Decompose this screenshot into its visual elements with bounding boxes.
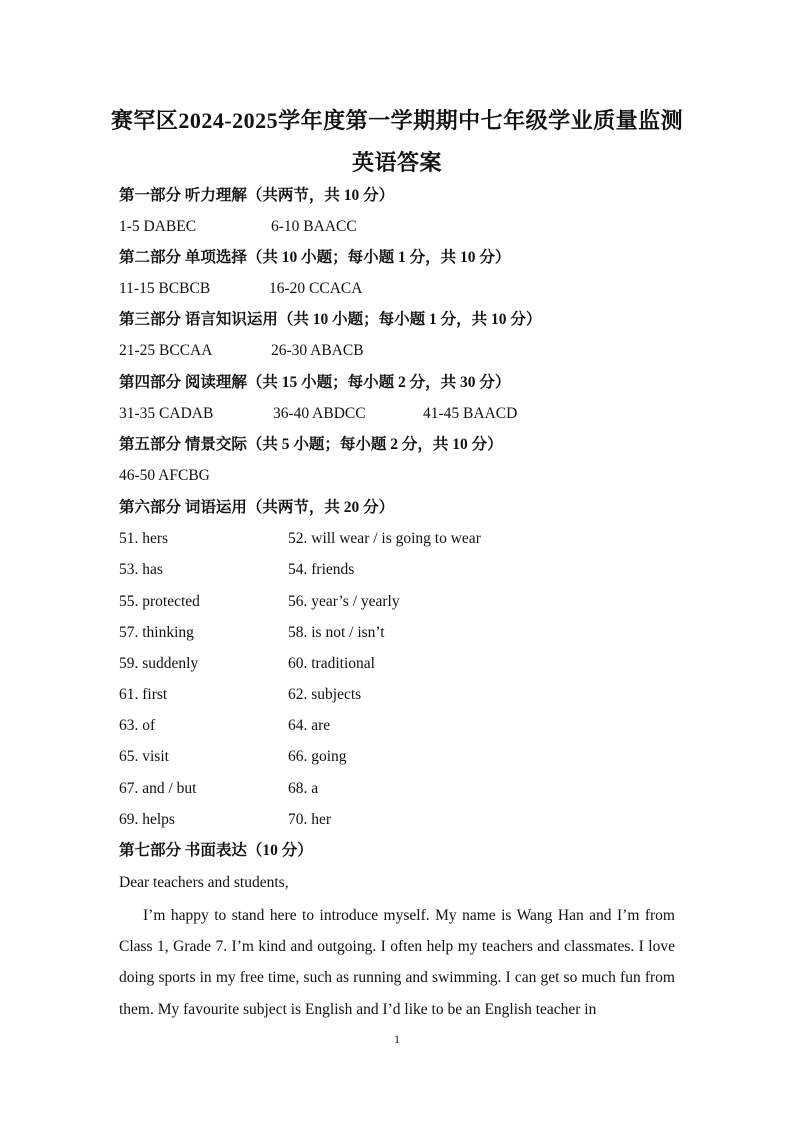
word-row — [119, 654, 375, 674]
section-2-heading: 第二部分 单项选择（共 10 小题；每小题 1 分，共 10 分） — [119, 249, 511, 266]
word-row — [119, 592, 400, 612]
word-answer: 65. visit — [119, 748, 169, 765]
word-answer: 70. her — [288, 811, 332, 828]
section-3-heading: 第三部分 语言知识运用（共 10 小题；每小题 1 分，共 10 分） — [119, 311, 542, 328]
document-subtitle: 英语答案 — [351, 150, 442, 175]
word-answer: 58. is not / isn’t — [288, 624, 385, 641]
answer-group: 46-50 AFCBG — [119, 467, 210, 484]
section-1-answers — [119, 217, 357, 237]
word-answer: 61. first — [119, 686, 168, 703]
word-row — [119, 560, 355, 580]
answer-group: 31-35 CADAB — [119, 405, 214, 422]
word-row — [119, 685, 362, 705]
answer-group: 11-15 BCBCB — [119, 280, 211, 297]
section-3-answers — [119, 341, 364, 361]
word-answer: 59. suddenly — [119, 655, 199, 672]
word-answer: 51. hers — [119, 530, 169, 547]
word-answer: 54. friends — [288, 561, 355, 578]
word-row — [119, 716, 331, 736]
answer-group: 16-20 CCACA — [269, 280, 363, 297]
essay-greeting: Dear teachers and students, — [119, 874, 289, 891]
answer-group: 41-45 BAACD — [423, 405, 518, 422]
answer-group: 6-10 BAACC — [271, 218, 357, 235]
answer-group: 1-5 DABEC — [119, 218, 197, 235]
word-answer: 69. helps — [119, 811, 175, 828]
answer-group: 26-30 ABACB — [271, 342, 364, 359]
section-6-heading: 第六部分 词语运用（共两节，共 20 分） — [119, 499, 395, 516]
word-answer: 55. protected — [119, 593, 200, 610]
word-answer: 60. traditional — [288, 655, 375, 672]
section-4-answers — [119, 404, 518, 424]
word-row — [119, 529, 481, 549]
document-title: 赛罕区2024-2025学年度第一学期期中七年级学业质量监测 — [110, 108, 684, 133]
word-row — [119, 623, 385, 643]
word-row — [119, 810, 332, 830]
word-answer: 57. thinking — [119, 624, 194, 641]
section-4-heading: 第四部分 阅读理解（共 15 小题；每小题 2 分，共 30 分） — [119, 374, 511, 391]
word-answer: 68. a — [288, 780, 319, 797]
word-answer: 64. are — [288, 717, 331, 734]
section-2-answers — [119, 279, 363, 299]
answer-group: 36-40 ABDCC — [273, 405, 366, 422]
word-answer: 62. subjects — [288, 686, 362, 703]
section-5-heading: 第五部分 情景交际（共 5 小题；每小题 2 分，共 10 分） — [119, 436, 503, 453]
word-answer: 66. going — [288, 748, 347, 765]
word-answer: 67. and / but — [119, 780, 197, 797]
section-1-heading: 第一部分 听力理解（共两节，共 10 分） — [119, 187, 395, 204]
section-7-heading: 第七部分 书面表达（10 分） — [119, 842, 313, 859]
word-row — [119, 747, 347, 767]
page-number: 1 — [394, 1032, 400, 1046]
word-answer: 63. of — [119, 717, 156, 734]
word-answer: 52. will wear / is going to wear — [288, 530, 481, 547]
word-row — [119, 779, 319, 799]
essay-body: I’m happy to stand here to introduce myself. My name is Wang Han and I’m from Class 1, Grade 7. I’m kind and outgoing. I often help my teachers and classmates. I love doing sports in my free time, such as running and swimming. I can get so much fun from them. My favourite subject is English and I’d like to be an English teacher in — [119, 907, 675, 1018]
section-5-answers — [119, 466, 210, 486]
answer-group: 21-25 BCCAA — [119, 342, 213, 359]
word-answer: 56. year’s / yearly — [288, 593, 400, 610]
word-answer: 53. has — [119, 561, 163, 578]
